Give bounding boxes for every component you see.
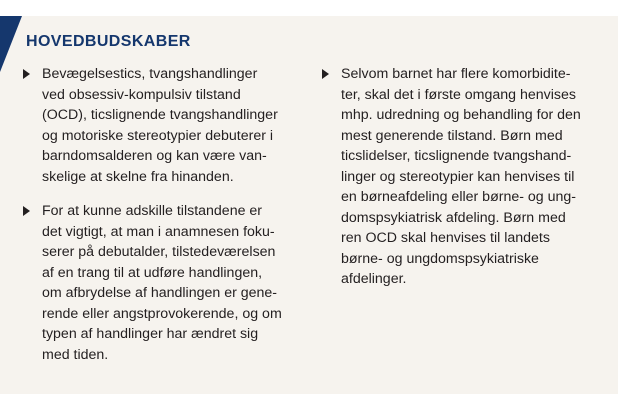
text-line: mhp. udredning og behandling for den: [341, 107, 581, 123]
text-line: rende eller angstprovokerende, og om: [42, 305, 282, 322]
text-line: skelige at skelne fra hinanden.: [42, 168, 234, 185]
text-line: afdelinger.: [341, 271, 407, 287]
triangle-bullet-icon: [23, 69, 30, 79]
text-line: ved obsessiv-kompulsiv tilstand: [42, 86, 241, 103]
text-line: af en trang til at udføre handlingen,: [42, 264, 263, 281]
text-line: mest generende tilstand. Børn med: [341, 127, 563, 144]
text-line: det vigtigt, at man i anamnesen foku-: [42, 223, 275, 240]
text-line: serer på debutalder, tilstedeværelsen: [42, 244, 276, 260]
text-line: ren OCD skal henvises til landets: [341, 230, 550, 246]
bullet-item: [23, 201, 298, 365]
text-line: (OCD), ticslignende tvangshandlinger: [42, 107, 278, 123]
text-line: og motoriske stereotypier debuterer i: [42, 127, 274, 144]
text-line: med tiden.: [42, 346, 109, 363]
text-line: en børneafdeling eller børne- og ung-: [341, 189, 577, 205]
text-line: om afbrydelse af handlingen er gene-: [42, 285, 278, 301]
triangle-bullet-icon: [23, 206, 30, 216]
text-line: typen af handlinger har ændret sig: [42, 326, 259, 342]
text-line: Bevægelsestics, tvangshandlinger: [42, 66, 258, 82]
text-line: linger og stereotypier kan henvises til: [341, 168, 575, 185]
left-column: [23, 64, 298, 379]
triangle-bullet-icon: [322, 69, 329, 79]
text-line: barndomsalderen og kan være van-: [42, 148, 267, 164]
text-line: ter, skal det i første omgang henvises: [341, 86, 576, 103]
bullet-item: [23, 64, 298, 187]
bullet-item: [322, 64, 604, 290]
text-line: børne- og ungdomspsykiatriske: [341, 250, 539, 267]
text-line: domspsykiatrisk afdeling. Børn med: [341, 209, 566, 226]
text-line: For at kunne adskille tilstandene er: [42, 203, 263, 219]
text-line: Selvom barnet har flere komorbidite-: [341, 66, 571, 82]
box-heading: HOVEDBUDSKABER: [26, 33, 191, 50]
right-column: [322, 64, 604, 304]
text-line: ticslidelser, ticslignende tvangshand-: [341, 148, 572, 164]
